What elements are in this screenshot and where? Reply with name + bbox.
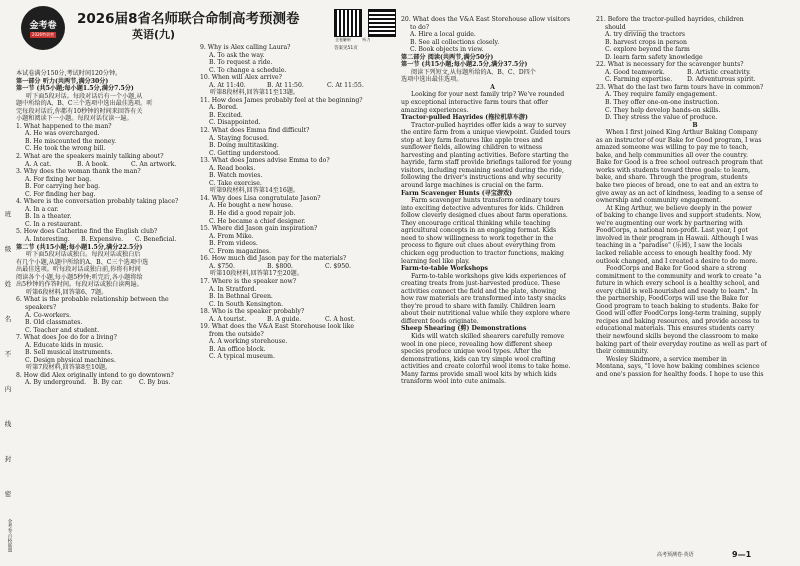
answer-option[interactable]: D. Adventurous spirit. <box>687 76 756 84</box>
question-stem: 4. Where is the conversation probably taking place? <box>16 198 179 206</box>
passage-line: stop at key farm features like apple trees and <box>401 136 543 144</box>
question-stem: 10. When will Alex arrive? <box>200 74 282 82</box>
listening-note: 听第8段材料,回答第11至13题。 <box>210 89 300 97</box>
passage-line: baking part of their everyday routine as well as part of <box>596 340 767 348</box>
passage-line: about their nutritional value while they explore where <box>401 310 570 318</box>
passage-line: recipes and baking resources, and provide access to <box>596 317 760 325</box>
passage-line: Farm scavenger hunts transform ordinary tours <box>411 197 560 205</box>
answer-option[interactable]: A. Interesting. <box>25 236 70 244</box>
passage-line: Good program to teach baking to students. Bake for <box>596 302 759 310</box>
question-stem: 15. Where did Jason gain inspiration? <box>200 225 318 233</box>
passage-line: lacked reliable access to enough healthy food. My <box>596 249 752 257</box>
question-stem: 14. Why does Lisa congratulate Jason? <box>200 194 321 202</box>
answer-option[interactable]: C. In a restaurant. <box>25 220 83 228</box>
passage-line: At King Arthur, we believe deeply in the power <box>606 204 752 212</box>
passage-line: the partnership, FoodCorps will use the Bake for <box>596 295 749 303</box>
passage-line: their newfound skills beyond the classroom to make <box>596 332 759 340</box>
sidebar-brand: 金考卷·百校联盟 <box>7 518 12 552</box>
passage-line: hayride, farm staff provide briefings tailored for young <box>401 159 572 167</box>
passage-line: activities and create colorful wool items to take home. <box>401 363 571 371</box>
qr-label: 全卷解析 <box>335 37 351 42</box>
question-stem: 20. What does the V&A East Storehouse allow visitors <box>401 16 571 23</box>
answer-option[interactable]: B. They offer one-on-one instruction. <box>605 99 720 107</box>
answer-option[interactable]: B. $800. <box>267 262 293 270</box>
passage-line: creating treats from just-harvested produce. These <box>401 280 561 288</box>
passage-line: future in which every school is a healthy school, and <box>596 280 760 288</box>
instruction-line: 听下面5段对话或独白。每段对话或独白后 <box>26 251 141 259</box>
brand-logo <box>21 6 65 50</box>
passage-line: of baking to change lives and support students. Now, <box>596 212 762 220</box>
answer-reference: 答案见51页 <box>334 46 358 51</box>
sidebar-char: 不 <box>4 350 12 358</box>
instruction-line: 题中所给的A、B、C三个选项中选出最佳选项。听 <box>16 100 153 108</box>
column-2 <box>200 44 385 361</box>
question-stem: 7. What does Joe do for a living? <box>16 334 117 342</box>
passage-line: Many farms provide small wool kits by which kids <box>401 370 557 378</box>
sidebar-char: 内 <box>4 385 12 393</box>
answer-option[interactable]: C. A typical museum. <box>209 353 275 361</box>
question-stem: 22. What is necessary for the scavenger hunts? <box>596 61 744 69</box>
answer-option[interactable]: C. For finding her bag. <box>25 190 96 198</box>
passage-line: give away as an act of kindness, leading to a sense of <box>596 189 763 197</box>
instruction-line: 阅读各个小题,每小题5秒钟;听完后,各小题将给 <box>16 273 143 281</box>
passage-line: process to figure out clues about everything from <box>401 242 556 250</box>
passage-line: outlook changed, and I created a desire to do more. <box>596 257 758 265</box>
passage-line: every child is well-nourished and ready to learn". In <box>596 287 758 295</box>
answer-option[interactable]: B. An office block. <box>209 345 266 353</box>
question-stem: to do? <box>410 23 430 31</box>
passage-line: how raw materials are transformed into tasty snacks <box>401 295 566 303</box>
answer-option[interactable]: A. Educate kids in music. <box>25 341 104 349</box>
answer-option[interactable]: C. They help develop hands-on skills. <box>605 106 721 114</box>
answer-option[interactable]: C. At 11:55. <box>327 81 364 89</box>
answer-option[interactable]: B. By car. <box>93 379 123 387</box>
passage-line: follow cleverly designed clues about farm operations. <box>401 212 568 220</box>
exam-subtitle: 英语(九) <box>132 28 176 41</box>
answer-option[interactable]: C. Book objects in view. <box>410 46 484 54</box>
instruction-line: 小题和阅读下一小题。每段对话仅读一遍。 <box>16 115 133 123</box>
answer-option-row <box>16 236 188 244</box>
passage-line: their community. <box>596 348 649 356</box>
answer-option[interactable]: A. A cat. <box>25 160 52 168</box>
section-heading: 第一节 (共15小题;每小题2.5分,满分37.5分) <box>401 61 528 69</box>
logo-subtext: 2026特训营 <box>31 32 55 37</box>
passage-line: Kids will watch skilled shearers carefully remove <box>411 332 565 340</box>
passage-line: amazing experiences. <box>401 106 469 114</box>
answer-option[interactable]: B. Watch movies. <box>209 172 263 180</box>
answer-option[interactable]: C. From magazines. <box>209 247 272 255</box>
passage-line: chicken egg production to tractor functions, making <box>401 249 564 257</box>
answer-option[interactable]: A. They require family engagement. <box>605 91 718 99</box>
passage-line: educational materials. This ensures students carry <box>596 325 755 333</box>
qr-label: 听力 <box>362 37 371 42</box>
answer-option[interactable]: B. A guide. <box>267 315 302 323</box>
answer-option[interactable]: C. To change a schedule. <box>209 66 287 74</box>
passage-line: sunflower fields, allowing children to witness <box>401 144 543 152</box>
question-stem: 16. How much did Jason pay for the materials? <box>200 255 347 263</box>
exam-title: 2026届8省名师联合命制高考预测卷 <box>77 11 300 27</box>
passage-line: works with students toward three goals: to learn, <box>596 166 751 174</box>
answer-option[interactable]: B. See all collections closely. <box>410 38 500 46</box>
answer-option[interactable]: B. Old classmates. <box>25 319 83 327</box>
question-stem: 1. What happened to the man? <box>16 122 112 130</box>
question-stem: 9. Why is Alex calling Laura? <box>200 44 291 51</box>
instruction-line: 听第6段材料,回答第6、7题。 <box>26 288 108 296</box>
answer-option-row <box>16 379 188 387</box>
question-stem: should ______ <box>605 23 647 31</box>
passage-subheading: Sheep Shearing (剪) Demonstrations <box>401 325 527 333</box>
answer-option[interactable]: A. Bored. <box>209 104 239 112</box>
passage-line: transform wool into cute animals. <box>401 378 507 386</box>
answer-option[interactable]: C. By bus. <box>139 379 171 387</box>
question-stem: 21. Before the tractor-pulled hayrides, children <box>596 16 744 23</box>
answer-option[interactable]: B. harvest crops in person <box>605 38 687 46</box>
answer-option[interactable]: A. In a car. <box>25 205 59 213</box>
question-stem: 19. What does the V&A East Storehouse look like <box>200 323 355 331</box>
passage-line: demonstrations, kids can try simple wool crafting <box>401 355 556 363</box>
page-number: 9—1 <box>732 550 752 559</box>
passage-line: Montana, says, "I love how baking combines science <box>596 363 760 371</box>
intro-line: 本试卷满分150分,考试时间120分钟。 <box>16 70 122 77</box>
instruction-line: 完每段对话后,你都有10秒钟的时间来回答有关 <box>16 107 143 115</box>
passage-line: amazed someone was willing to pay me to teach, <box>596 144 749 152</box>
answer-option[interactable]: D. learn farm safety knowledge <box>605 53 703 61</box>
passage-subheading: Tractor-pulled Hayrides (拖拉机草车游) <box>401 114 528 122</box>
passage-line: visitors, including remaining seated during the ride, <box>401 166 564 174</box>
sidebar-char: 姓 <box>4 280 12 288</box>
answer-option[interactable]: C. An artwork. <box>131 160 177 168</box>
section-heading: 第二节 (共15小题;每小题1.5分,满分22.5分) <box>16 243 143 251</box>
answer-option[interactable]: C. He became a chief designer. <box>209 217 306 225</box>
answer-option[interactable]: A. For fixing her bag. <box>25 175 92 183</box>
passage-line: need to show willingness to work together in the <box>401 234 554 242</box>
answer-option[interactable]: C. $950. <box>325 262 351 270</box>
answer-option-row <box>16 161 188 169</box>
answer-option[interactable]: A. He was overcharged. <box>25 130 100 138</box>
instruction-line: 选项中选出最佳选项。 <box>401 76 463 84</box>
column-4 <box>596 16 794 378</box>
passage-line: up exceptional interactive farm tours that offer <box>401 99 549 107</box>
passage-line: agricultural concepts in an engaging format. Kids <box>401 227 557 235</box>
instruction-line: 出5秒钟的作答时间。每段对话或独白读两遍。 <box>16 281 143 289</box>
passage-line: we're augmenting our work by partnering with <box>596 219 743 227</box>
section-heading: 第一节 (共5小题;每小题1.5分,满分7.5分) <box>16 85 134 93</box>
passage-line: harvesting and planting activities. Before starting the <box>401 151 569 159</box>
sidebar-char: 线 <box>4 420 12 428</box>
passage-line: Tractor-pulled hayrides offer kids a way to survey <box>411 121 567 129</box>
passage-line: different foods originate. <box>401 317 479 325</box>
answer-option[interactable]: B. From videos. <box>209 240 258 248</box>
passage-line: FoodCorps and Bake for Good share a strong <box>606 265 747 273</box>
passage-line: bake, and help communities all over the country. <box>596 151 748 159</box>
answer-option[interactable]: A. Hire a local guide. <box>410 31 476 39</box>
passage-line: Bake for Good is a free school outreach program that <box>596 159 763 167</box>
instruction-line: 阅读下列短文,从每题所给的A、B、C、D四个 <box>411 68 536 76</box>
question-stem: 3. Why does the woman thank the man? <box>16 168 141 176</box>
answer-option[interactable]: C. He took the wrong bill. <box>25 145 106 153</box>
passage-line: they're proud to share with family. Children learn <box>401 302 556 310</box>
answer-option[interactable]: B. In Bethnal Green. <box>209 293 273 301</box>
passage-subheading: Farm-to-table Workshops <box>401 265 488 273</box>
answer-option-row <box>596 76 794 84</box>
answer-option[interactable]: A. Staying focused. <box>209 134 269 142</box>
passage-line: species produce unique wool types. After the <box>401 348 542 356</box>
answer-option[interactable]: B. In a theater. <box>25 213 72 221</box>
column-1 <box>16 70 188 387</box>
passage-line: as an instructor of our Bake for Good program, I was <box>596 136 762 144</box>
answer-option[interactable]: B. At 11:50. <box>267 81 304 89</box>
answer-option[interactable]: C. A host. <box>325 315 355 323</box>
answer-option[interactable]: C. Getting understood. <box>209 149 280 157</box>
answer-option[interactable]: A. try driving the tractors <box>605 31 686 39</box>
answer-option[interactable]: B. Sell musical instruments. <box>25 349 113 357</box>
answer-option[interactable]: A. At 11:40. <box>209 81 246 89</box>
answer-option[interactable]: A. Read books. <box>209 164 256 172</box>
answer-option[interactable]: B. Artistic creativity. <box>687 68 751 76</box>
answer-option[interactable]: A. Good teamwork. <box>605 68 665 76</box>
instruction-line: 出最佳选项。听每段对话或独白前,你将有时间 <box>16 266 141 274</box>
sidebar-char: 名 <box>4 315 12 323</box>
answer-option[interactable]: B. He did a good repair job. <box>209 210 296 218</box>
answer-option[interactable]: A. A tourist. <box>209 315 247 323</box>
qr-code-icon[interactable] <box>334 9 362 37</box>
question-stem: 23. What do the last two farm tours have in common? <box>596 83 764 91</box>
answer-option[interactable]: A. From Mike. <box>209 232 254 240</box>
answer-option[interactable]: A. By underground. <box>25 379 87 387</box>
passage-line: Farm-to-table workshops give kids experiences of <box>411 272 566 280</box>
question-stem: 17. Where is the speaker now? <box>200 277 297 285</box>
section-heading: 第一部分 听力(共两节,满分30分) <box>16 77 109 85</box>
answer-option[interactable]: C. In South Kensington. <box>209 300 284 308</box>
answer-option[interactable]: B. For carrying her bag. <box>25 183 101 191</box>
question-stem: 8. How did Alex originally intend to go downtown? <box>16 371 174 379</box>
question-stem: 11. How does James probably feel at the beginning? <box>200 96 363 104</box>
answer-option[interactable]: C. Farming expertise. <box>605 76 673 84</box>
passage-line: When I first joined King Arthur Baking Company <box>606 129 758 137</box>
question-stem: 12. What does Emma find difficult? <box>200 127 310 135</box>
passage-label: B <box>692 121 698 129</box>
passage-subheading: Farm Scavenger Hunts (寻宝游戏) <box>401 189 513 197</box>
passage-line: bake two pieces of bread, one to eat and an extra to <box>596 182 759 190</box>
passage-line: into exciting detective adventures for kids. Children <box>401 204 564 212</box>
footer-label: 高考预测卷·英语 <box>657 552 694 558</box>
passage-line: ownership and community engagement. <box>596 197 722 205</box>
passage-line: involved in their program in Hawaii. Although I was <box>596 234 759 242</box>
answer-option[interactable]: A. In Stratford. <box>209 285 257 293</box>
instruction-line: 有几个小题,从题中所给的A、B、C三个选项中选 <box>16 258 149 266</box>
answer-option-row <box>200 316 385 324</box>
answer-option[interactable]: A. To ask the way. <box>209 51 265 59</box>
passage-line: They encourage critical thinking while teaching <box>401 219 551 227</box>
passage-line: commitment to the community and work to create "a <box>596 272 762 280</box>
passage-line: Looking for your next family trip? We've rounded <box>411 91 565 99</box>
answer-option[interactable]: A. He bought a new house. <box>209 202 293 210</box>
passage-line: following the driver's instructions and why security <box>401 174 562 182</box>
sidebar-char: 密 <box>4 490 12 498</box>
question-stem: 6. What is the probable relationship between the <box>16 296 169 304</box>
sidebar-char: 班 <box>4 210 12 218</box>
answer-option-row <box>596 69 794 77</box>
passage-line: teaching in a "paradise" (乐园), I saw the locals <box>596 242 743 250</box>
answer-option[interactable]: B. A book. <box>77 160 109 168</box>
passage-line: the entire farm from a unique viewpoint. Guided tours <box>401 129 571 137</box>
passage-line: Wesley Skidmore, a service member in <box>606 355 727 363</box>
answer-option[interactable]: D. They stress the value of produce. <box>605 114 718 122</box>
passage-line: activities connect the field and the plate, showing <box>401 287 557 295</box>
answer-option[interactable]: C. explore beyond the farm <box>605 46 690 54</box>
answer-option[interactable]: C. Beneficial. <box>135 236 177 244</box>
listening-note: 听第7段材料,回答第8至10题。 <box>26 364 112 372</box>
answer-option[interactable]: B. He miscounted the money. <box>25 137 117 145</box>
question-stem: 13. What does James advise Emma to do? <box>200 157 330 165</box>
answer-option[interactable]: B. Expensive. <box>81 236 124 244</box>
passage-line: FoodCorps, a national non-profit. Last year, I got <box>596 227 748 235</box>
answer-option[interactable]: C. Design physical machines. <box>25 356 116 364</box>
qr-code-icon[interactable] <box>368 9 396 37</box>
passage-line: and one's passion for healthy foods. I hope to use this <box>596 370 764 378</box>
answer-option[interactable]: B. To request a ride. <box>209 59 273 67</box>
passage-label: A <box>490 83 495 91</box>
listening-note: 听第9段材料,回答第14至16题。 <box>210 187 300 195</box>
passage-line: around large machines is crucial on the farm. <box>401 182 544 190</box>
answer-option[interactable]: C. Take exercise. <box>209 179 262 187</box>
sidebar-char: 级 <box>4 245 12 253</box>
question-stem: speakers? <box>25 303 57 311</box>
passage-line: wool in one piece, revealing how different sheep <box>401 340 553 348</box>
question-stem: 5. How does Catherine find the English club? <box>16 228 158 236</box>
instruction-line: 听下面5段对话。每段对话后有一个小题,从 <box>26 92 143 100</box>
listening-note: 听第10段材料,回答第17至20题。 <box>210 270 303 278</box>
answer-option[interactable]: A. $750. <box>209 262 235 270</box>
answer-option[interactable]: C. Disappointed. <box>209 119 261 127</box>
answer-option[interactable]: B. Doing multitasking. <box>209 142 279 150</box>
question-stem: 18. Who is the speaker probably? <box>200 308 305 316</box>
question-stem: 2. What are the speakers mainly talking about? <box>16 153 164 161</box>
answer-option[interactable]: A. A working storehouse. <box>209 338 288 346</box>
column-3 <box>401 16 584 386</box>
passage-line: learning feel like play. <box>401 257 470 265</box>
sidebar-char: 封 <box>4 455 12 463</box>
qr-labels <box>335 37 370 43</box>
question-stem: from the outside? <box>209 330 264 338</box>
section-heading: 第二部分 阅读(共两节,满分50分) <box>401 53 494 61</box>
logo-text: 金考卷 <box>29 21 57 31</box>
passage-line: bake, and share. Through the program, students <box>596 174 748 182</box>
answer-option[interactable]: C. Teacher and student. <box>25 326 100 334</box>
answer-option[interactable]: A. Co-workers. <box>25 311 72 319</box>
passage-line: Good will offer FoodCorps long-term training, supply <box>596 310 762 318</box>
answer-option[interactable]: B. Excited. <box>209 111 243 119</box>
